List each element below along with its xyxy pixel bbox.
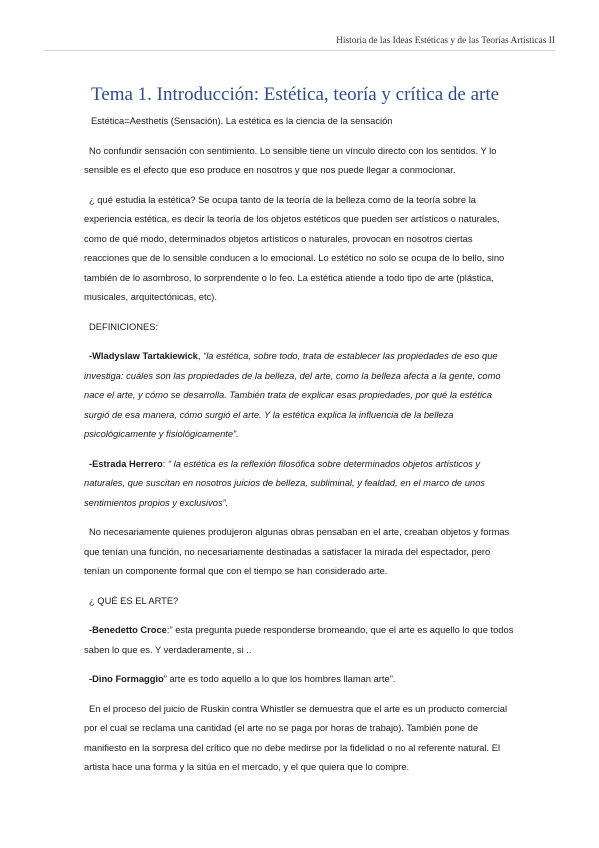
running-header: Historia de las Ideas Estéticas y de las Teorías Artísticas II: [336, 36, 555, 46]
paragraph-function-objects: No necesariamente quienes produjeron algunas obras pensaban en el arte, creaban objetos y formas que tenían una función, no necesariamente destinadas a satisfacer la mirada del espectador, pero tenían un componente formal que con el tiempo se han considerado arte.: [84, 527, 510, 576]
quote-estrada-herrero: “ la estética es la reflexión filosófica sobre determinados objetos artísticos y naturales, que suscitan en nosotros juicios de belleza, subliminal, y fealdad, en el marco de unos sentimientos propios y exclusivos”.: [84, 458, 485, 508]
author-croce: -Benedetto Croce: [89, 625, 167, 635]
header-divider: [44, 50, 555, 51]
author-formaggio: -Dino Formaggio: [89, 674, 164, 684]
author-tartakiewick: -Wladyslaw Tartakiewick: [89, 351, 198, 361]
paragraph-estrada-herrero: [84, 455, 518, 514]
paragraph-formaggio: [84, 670, 518, 690]
quote-croce: :” esta pregunta puede responderse bromeando, que el arte es aquello lo que todos saben lo que es. Y verdaderamente, si ..: [84, 625, 514, 655]
paragraph-croce: [84, 621, 518, 660]
paragraph-tartakiewick: [84, 347, 518, 445]
separator: :: [162, 458, 168, 469]
paragraph-what-aesthetics-studies: ¿ qué estudia la estética? Se ocupa tanto de la teoría de la belleza como de la teoría sobre la experiencia estética, es decir la teoría de los objetos estéticos que pueden ser artísticos o naturales, como de qué modo, determinados objetos artísticos o naturales, provocan en nosotros ciertas reacciones que de lo sensible conducen a lo emocional. Lo estético no solo se ocupa de lo bello, sino también de lo asombroso, lo sorprendente o lo feo. La estética atiende a todo tipo de arte (plástica, musicales, arquitectónicas, etc).: [84, 194, 505, 302]
quote-tartakiewick: “la estética, sobre todo, trata de establecer las propiedades de eso que investiga: cuáles son las propiedades de la belleza, del arte, como la belleza afecta a la gente, como nace el arte, y cómo se desarrolla. También trata de explicar esas propiedades, por qué la estética surgió de esa manera, cómo surgió el arte. Y la estética explica la influencia de la belleza psicológicamente y fisiológicamente”.: [84, 351, 501, 439]
paragraph-what-is-art-heading: ¿ QUÉ ES EL ARTE?: [89, 595, 179, 606]
quote-formaggio: ” arte es todo aquello a lo que los hombres llaman arte”.: [163, 674, 396, 684]
separator: ,: [197, 351, 204, 361]
paragraph-ruskin-whistler: En el proceso del juicio de Ruskin contra Whistler se demuestra que el arte es un producto comercial por el cual se reclama una cantidad (el arte no se paga por horas de trabajo). También pone de manifiesto en la sorpresa del crítico que no debe medirse por la fidelidad o no al referente natural. El artista hace una forma y la sitúa en el mercado, y el que quiera que lo compre.: [84, 703, 508, 772]
document-body: [84, 112, 518, 788]
author-estrada-herrero: -Estrada Herrero: [89, 458, 163, 469]
page-title: Tema 1. Introducción: Estética, teoría y crítica de arte: [91, 84, 500, 105]
paragraph-definition: Estética=Aesthetis (Sensación). La estética es la ciencia de la sensación: [91, 116, 393, 126]
paragraph-sensation: No confundir sensación con sentimiento. Lo sensible tiene un vínculo directo con los sentidos. Y lo sensible es el efecto que eso produce en nosotros y que nos puede llegar a conmocionar.: [84, 145, 497, 175]
paragraph-definitions-heading: DEFINICIONES:: [89, 321, 159, 332]
